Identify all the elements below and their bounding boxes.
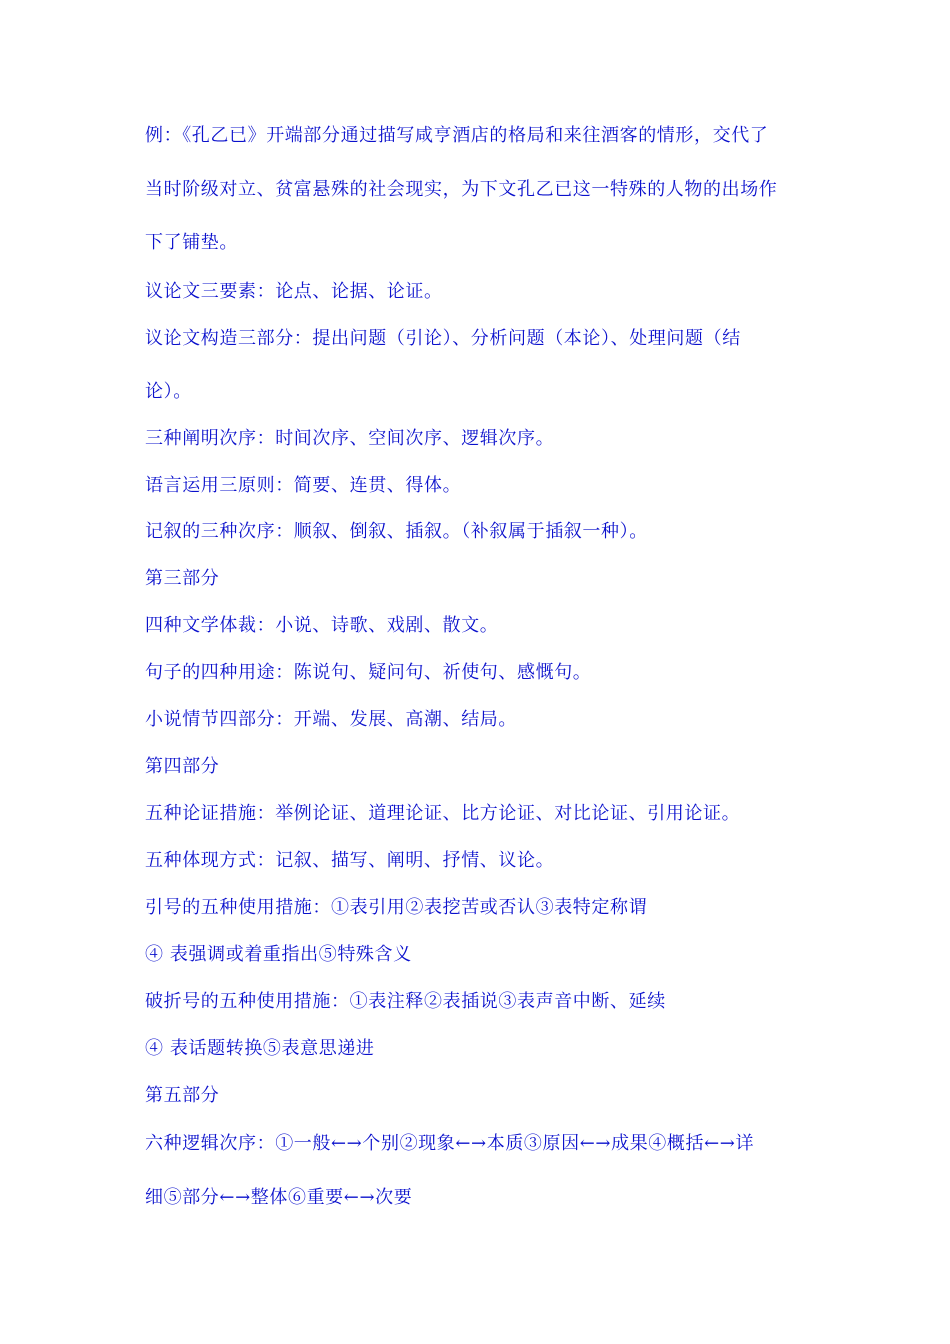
paragraph-line: 引号的五种使用措施：①表引用②表挖苦或否认③表特定称谓 bbox=[145, 897, 648, 918]
section-heading: 第五部分 bbox=[145, 1085, 220, 1106]
paragraph-line: 三种阐明次序：时间次序、空间次序、逻辑次序。 bbox=[145, 428, 555, 449]
paragraph-line: ④ 表话题转换⑤表意思递进 bbox=[145, 1038, 375, 1059]
paragraph-line: 破折号的五种使用措施：①表注释②表插说③表声音中断、延续 bbox=[145, 991, 666, 1012]
paragraph-line: 六种逻辑次序：①一般←→个别②现象←→本质③原因←→成果④概括←→详 bbox=[145, 1133, 755, 1154]
paragraph-line: 记叙的三种次序：顺叙、倒叙、插叙。（补叙属于插叙一种）。 bbox=[145, 521, 648, 542]
paragraph-line: ④ 表强调或着重指出⑤特殊含义 bbox=[145, 944, 412, 965]
paragraph-line: 下了铺垫。 bbox=[145, 232, 238, 253]
paragraph-line: 议论文三要素：论点、论据、论证。 bbox=[145, 281, 443, 302]
paragraph-line: 五种论证措施：举例论证、道理论证、比方论证、对比论证、引用论证。 bbox=[145, 803, 741, 824]
paragraph-line: 语言运用三原则：简要、连贯、得体。 bbox=[145, 475, 462, 496]
section-heading: 第四部分 bbox=[145, 756, 220, 777]
paragraph-line: 细⑤部分←→整体⑥重要←→次要 bbox=[145, 1187, 413, 1208]
paragraph-line: 论）。 bbox=[145, 381, 192, 402]
paragraph-line: 四种文学体裁：小说、诗歌、戏剧、散文。 bbox=[145, 615, 499, 636]
section-heading: 第三部分 bbox=[145, 568, 220, 589]
paragraph-line: 议论文构造三部分：提出问题（引论）、分析问题（本论）、处理问题（结 bbox=[145, 328, 741, 349]
paragraph-line: 例：《孔乙已》开端部分通过描写咸亨酒店的格局和来往酒客的情形，交代了 bbox=[145, 125, 769, 146]
paragraph-line: 小说情节四部分：开端、发展、高潮、结局。 bbox=[145, 709, 517, 730]
paragraph-line: 五种体现方式：记叙、描写、阐明、抒情、议论。 bbox=[145, 850, 555, 871]
paragraph-line: 句子的四种用途：陈说句、疑问句、祈使句、感慨句。 bbox=[145, 662, 592, 683]
paragraph-line: 当时阶级对立、贫富悬殊的社会现实，为下文孔乙已这一特殊的人物的出场作 bbox=[145, 179, 778, 200]
